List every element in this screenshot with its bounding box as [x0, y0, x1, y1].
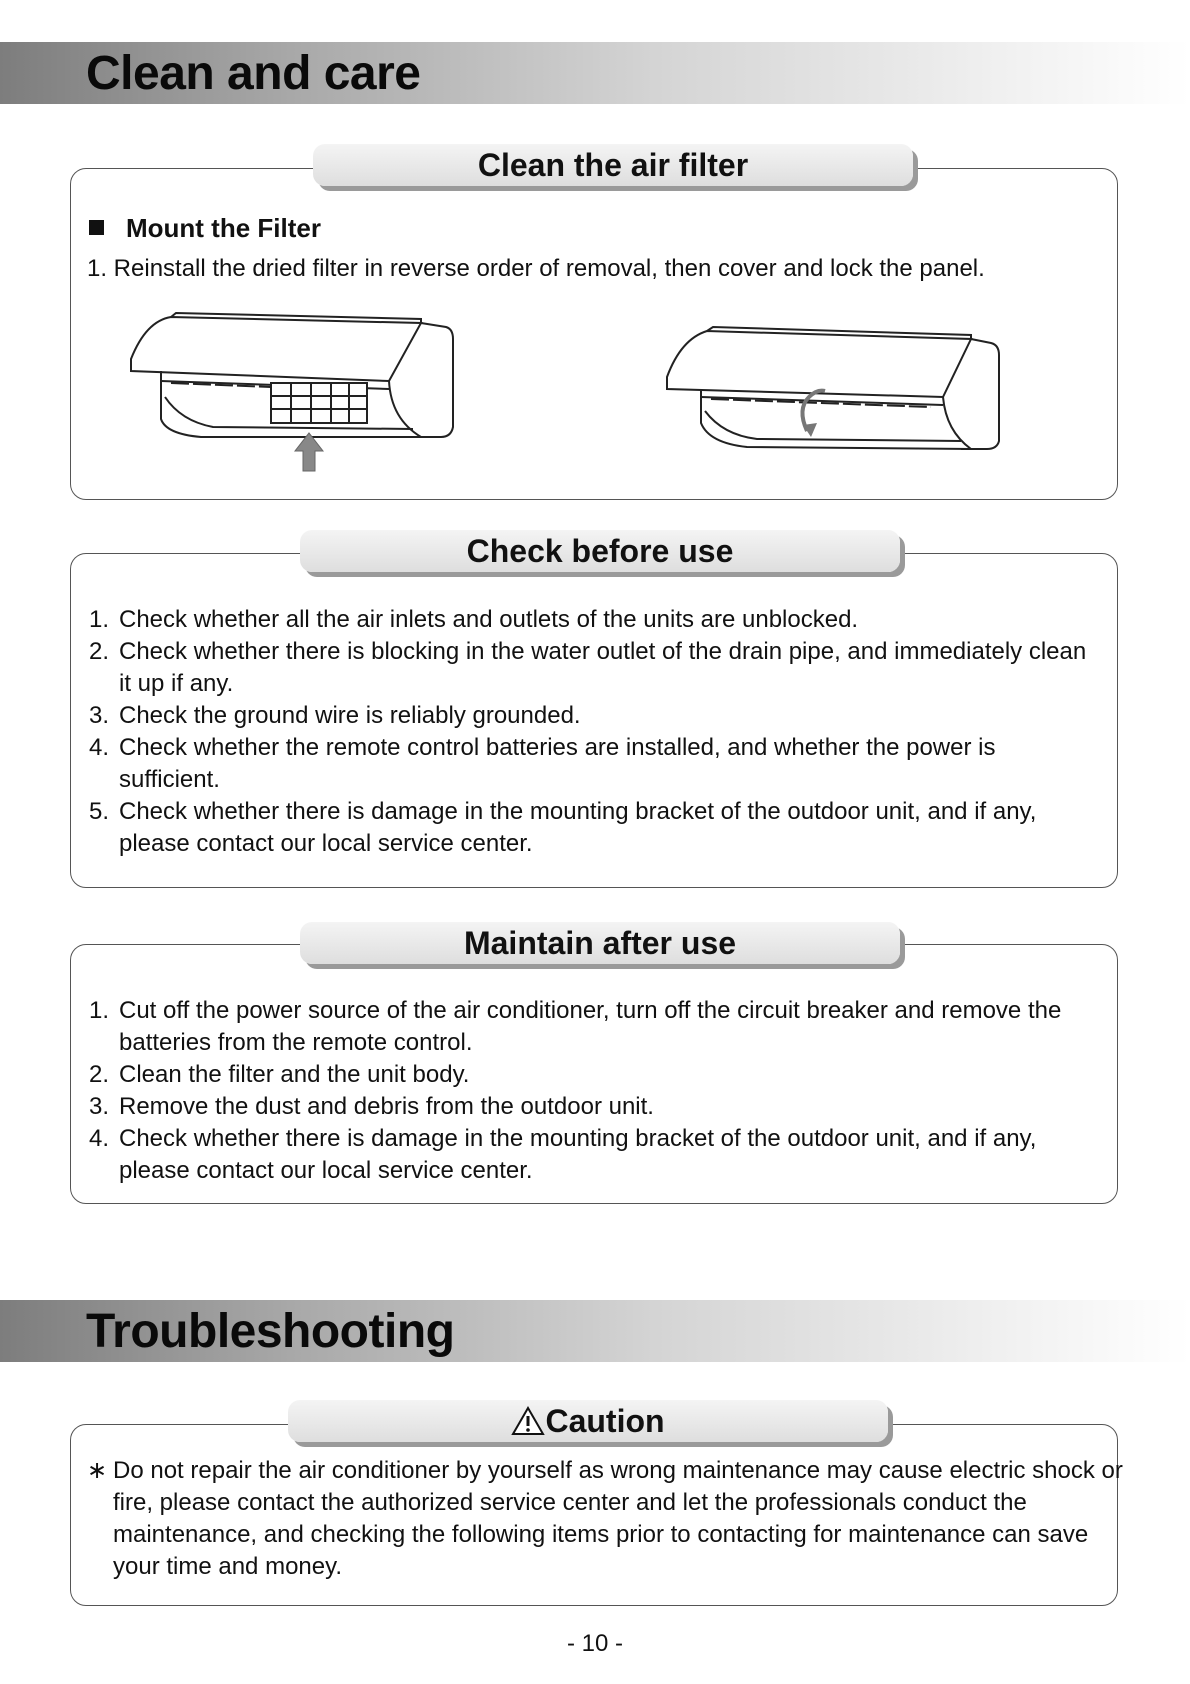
- item-number: 3.: [89, 702, 110, 729]
- page-number: - 10 -: [566, 1630, 623, 1657]
- panel-caution: [70, 1424, 1123, 1606]
- warning-triangle-icon: [511, 1406, 545, 1436]
- panel-maintain-after-use: [70, 944, 1118, 1204]
- item-number: 5.: [89, 798, 110, 825]
- section-banner-clean-and-care: [0, 42, 1190, 104]
- list-item: [89, 796, 1089, 860]
- caution-body: Do not repair the air conditioner by yourself as wrong maintenance may cause electric shock or fire, please contact the authorized service center and let the professionals conduct the maintenance, and checking the following items prior to contacting for maintenance can save your time and money.: [113, 1457, 1123, 1580]
- section-title: Troubleshooting: [86, 1305, 455, 1358]
- item-number: 1.: [89, 606, 110, 633]
- square-bullet-icon: [89, 220, 104, 235]
- item-number: 1.: [89, 997, 110, 1024]
- item-text: Check whether the remote control batteries are installed, and whether the power is sufficient.: [119, 734, 996, 793]
- item-text: Remove the dust and debris from the outdoor unit.: [119, 1093, 654, 1120]
- item-text: Clean the filter and the unit body.: [119, 1061, 470, 1088]
- list-item: [89, 1091, 1099, 1123]
- tab-check-before-use: Check before use: [300, 530, 900, 572]
- panel-check-before-use: [70, 553, 1118, 888]
- list-item: [89, 604, 1089, 636]
- caution-text: [87, 1455, 1123, 1583]
- item-text: Cut off the power source of the air conditioner, turn off the circuit breaker and remove the batteries from the remote control.: [119, 997, 1062, 1056]
- section-banner-troubleshooting: [0, 1300, 1190, 1362]
- item-number: 3.: [89, 1093, 110, 1120]
- item-number: 2.: [89, 1061, 110, 1088]
- ac-unit-filter-insert-illustration: [121, 309, 461, 474]
- tab-caution: [288, 1400, 888, 1442]
- subhead-mount-filter: [89, 213, 321, 244]
- tab-clean-filter: Clean the air filter: [313, 144, 913, 186]
- asterisk-marker: ∗: [87, 1457, 108, 1484]
- ac-unit-panel-close-illustration: [661, 319, 1001, 454]
- check-before-list: [89, 604, 1089, 860]
- subhead-text: Mount the Filter: [126, 213, 321, 243]
- list-item: [89, 1059, 1099, 1091]
- item-text: Check whether there is damage in the mounting bracket of the outdoor unit, and if any, please contact our local service center.: [119, 798, 1037, 857]
- section-title: Clean and care: [86, 47, 421, 100]
- panel-clean-filter: [70, 168, 1118, 500]
- list-item: [89, 732, 1089, 796]
- tab-maintain-after-use: Maintain after use: [300, 922, 900, 964]
- item-number: 2.: [89, 638, 110, 665]
- list-item: [89, 636, 1089, 700]
- caution-label: Caution: [545, 1403, 665, 1439]
- item-number: 4.: [89, 734, 110, 761]
- item-text: Check whether all the air inlets and outlets of the units are unblocked.: [119, 606, 859, 633]
- up-arrow-icon: [295, 433, 323, 471]
- item-number: 4.: [89, 1125, 110, 1152]
- maintain-after-list: [89, 995, 1099, 1187]
- list-item: [89, 1123, 1099, 1187]
- filter-step: 1. Reinstall the dried filter in reverse order of removal, then cover and lock the panel.: [87, 255, 985, 282]
- list-item: [89, 700, 1089, 732]
- item-text: Check the ground wire is reliably grounded.: [119, 702, 581, 729]
- item-text: Check whether there is damage in the mounting bracket of the outdoor unit, and if any, please contact our local service center.: [119, 1125, 1037, 1184]
- item-text: Check whether there is blocking in the water outlet of the drain pipe, and immediately clean it up if any.: [119, 638, 1087, 697]
- list-item: [89, 995, 1099, 1059]
